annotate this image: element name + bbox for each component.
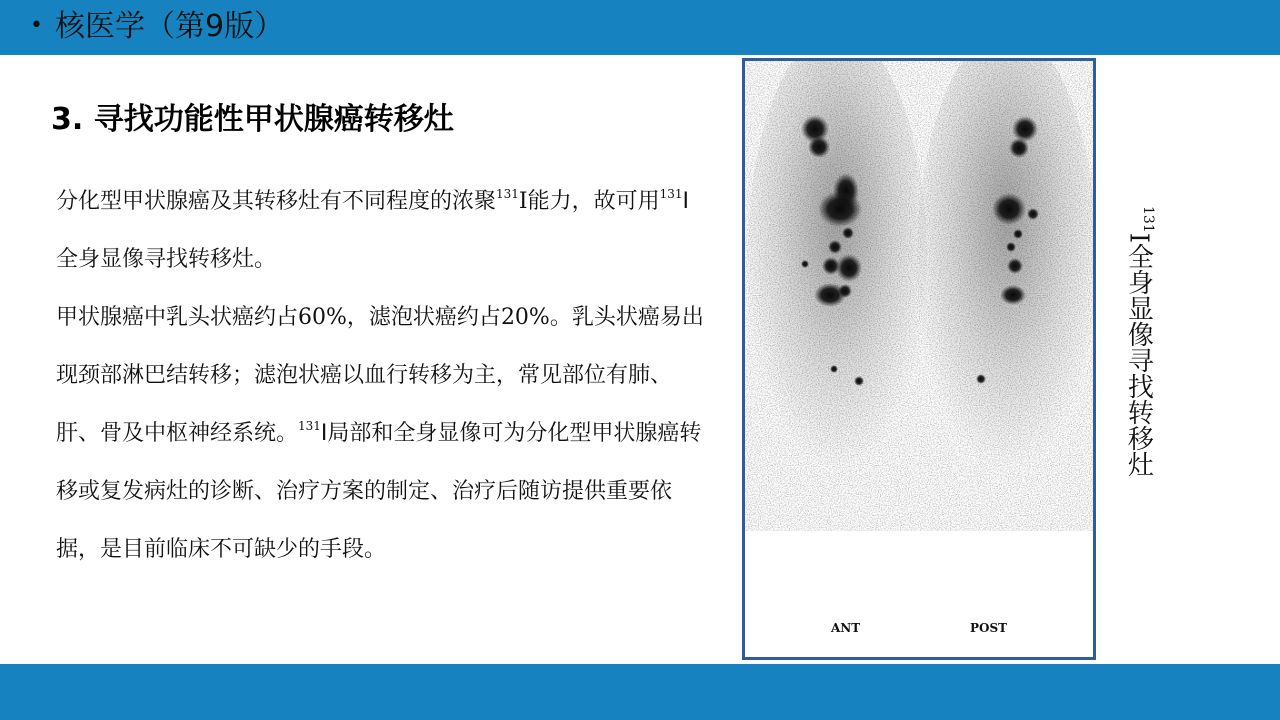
bullet-icon: • [30, 13, 43, 38]
whole-body-scan-figure [742, 58, 1096, 660]
footer-bar [0, 664, 1280, 720]
figure-caption: $^{131}$I全身显像寻找转移灶 [1123, 206, 1156, 478]
slide-heading: 3. 寻找功能性甲状腺癌转移灶 [51, 102, 454, 137]
course-title [30, 4, 284, 48]
scan-grain [745, 61, 1093, 531]
scan-image [745, 61, 1093, 657]
header-bar [0, 0, 1280, 55]
paragraph-2: 甲状腺癌中乳头状癌约占60%，滤泡状癌约占20%。乳头状癌易出现颈部淋巴结转移；滤泡状癌以血行转移为主，常见部位有肺、肝、骨及中枢神经系统。$^{131}$I局部和全身显像可为分化型甲状腺癌转移或复发病灶的诊断、治疗方案的制定、治疗后随访提供重要依据，是目前临床不可缺少的手段。 [56, 305, 704, 562]
ant-label: ANT [831, 621, 861, 635]
body-text [56, 173, 706, 579]
paragraph-1: 分化型甲状腺癌及其转移灶有不同程度的浓聚$^{131}$I能力，故可用$^{131}$I全身显像寻找转移灶。 [56, 187, 690, 272]
header-title: 核医学（第9版） [54, 9, 285, 44]
post-label: POST [970, 621, 1008, 635]
